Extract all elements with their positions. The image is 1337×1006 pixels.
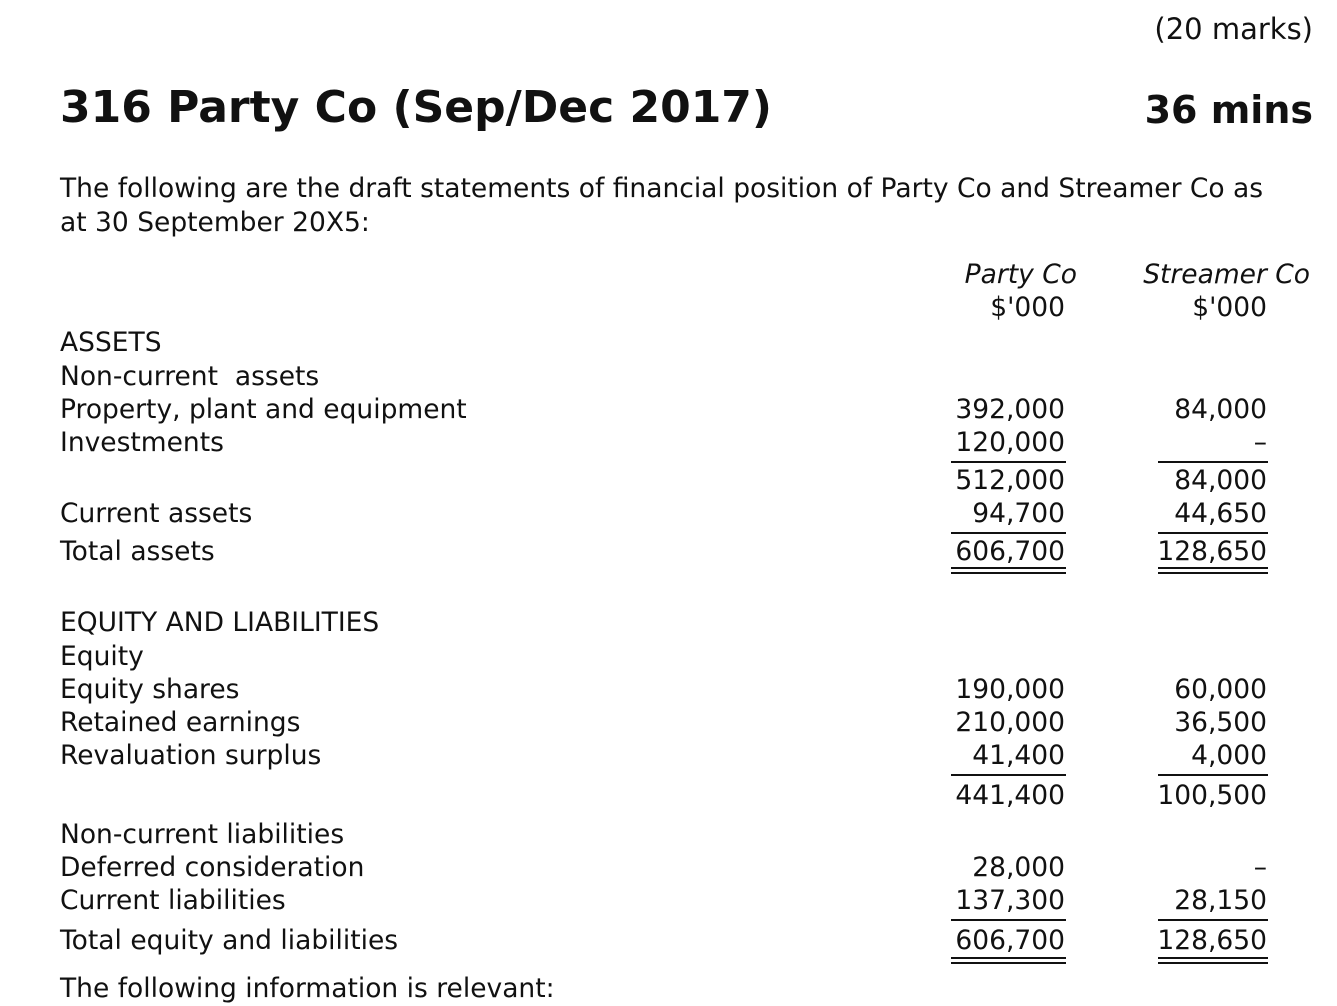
- party-value: 210,000: [955, 707, 1065, 738]
- total-double-rule: [951, 957, 1066, 964]
- table-row: [0, 535, 1337, 568]
- table-row: [0, 739, 1337, 772]
- streamer-value: –: [1253, 852, 1267, 883]
- table-row: [0, 851, 1337, 884]
- subtotal-rule: [1158, 919, 1268, 921]
- streamer-value: 28,150: [1174, 885, 1267, 916]
- column-unit-party: $'000: [990, 292, 1065, 323]
- row-label: Investments: [60, 427, 224, 458]
- party-value: 190,000: [955, 674, 1065, 705]
- row-label: Retained earnings: [60, 707, 301, 738]
- streamer-value: 4,000: [1191, 740, 1267, 771]
- subtotal-rule: [951, 532, 1066, 534]
- row-label: Total assets: [60, 536, 215, 567]
- row-label: Equity: [60, 641, 144, 672]
- party-value: 120,000: [955, 427, 1065, 458]
- table-row: [0, 464, 1337, 497]
- row-label: Total equity and liabilities: [60, 925, 399, 956]
- column-header-streamer: [1143, 258, 1310, 324]
- party-value: 41,400: [972, 740, 1065, 771]
- streamer-value: 100,500: [1157, 780, 1267, 811]
- row-label: ASSETS: [60, 327, 162, 358]
- row-label: EQUITY AND LIABILITIES: [60, 607, 380, 638]
- party-total: 606,700: [955, 536, 1065, 567]
- column-name-party: Party Co: [964, 259, 1077, 290]
- table-row: [0, 640, 1337, 673]
- table-row: [0, 426, 1337, 459]
- streamer-total: 128,650: [1157, 536, 1267, 567]
- streamer-value: 60,000: [1174, 674, 1267, 705]
- table-row: [0, 497, 1337, 530]
- row-label: Non-current liabilities: [60, 819, 345, 850]
- streamer-value: 84,000: [1174, 465, 1267, 496]
- intro-paragraph: The following are the draft statements of financial position of Party Co and Streamer Co as at 30 September 20X5:: [60, 173, 1264, 238]
- party-value: 392,000: [955, 394, 1065, 425]
- total-double-rule: [1158, 567, 1268, 574]
- table-row: [0, 924, 1337, 957]
- streamer-value: 44,650: [1174, 498, 1267, 529]
- row-label: Revaluation surplus: [60, 740, 322, 771]
- subtotal-rule: [1158, 532, 1268, 534]
- streamer-value: 84,000: [1174, 394, 1267, 425]
- table-row: [0, 606, 1337, 639]
- column-header-party: [965, 258, 1077, 324]
- row-label: Non-current assets: [60, 361, 320, 392]
- row-label: Deferred consideration: [60, 852, 365, 883]
- following-info-text: The following information is relevant:: [60, 973, 555, 1004]
- table-row: [0, 706, 1337, 739]
- subtotal-rule: [1158, 774, 1268, 776]
- table-row: [0, 326, 1337, 359]
- row-label: Current assets: [60, 498, 253, 529]
- row-label: Current liabilities: [60, 885, 286, 916]
- streamer-value: 36,500: [1174, 707, 1267, 738]
- row-label: Equity shares: [60, 674, 240, 705]
- table-row: [0, 884, 1337, 917]
- table-row: [0, 393, 1337, 426]
- streamer-total: 128,650: [1157, 925, 1267, 956]
- subtotal-rule: [951, 919, 1066, 921]
- total-double-rule: [1158, 957, 1268, 964]
- party-value: 137,300: [955, 885, 1065, 916]
- subtotal-rule: [1158, 461, 1268, 463]
- subtotal-rule: [951, 461, 1066, 463]
- total-double-rule: [951, 567, 1066, 574]
- question-title: 316 Party Co (Sep/Dec 2017): [60, 82, 773, 133]
- row-label: Property, plant and equipment: [60, 394, 467, 425]
- column-name-streamer: Streamer Co: [1143, 259, 1310, 290]
- time-allowance: 36 mins: [1144, 88, 1313, 132]
- table-row: [0, 673, 1337, 706]
- table-row: [0, 779, 1337, 812]
- table-row: [0, 818, 1337, 851]
- party-value: 441,400: [955, 780, 1065, 811]
- column-unit-streamer: $'000: [1192, 292, 1267, 323]
- streamer-value: –: [1253, 427, 1267, 458]
- table-row: [0, 360, 1337, 393]
- subtotal-rule: [951, 774, 1066, 776]
- party-value: 28,000: [972, 852, 1065, 883]
- party-value: 94,700: [972, 498, 1065, 529]
- party-value: 512,000: [955, 465, 1065, 496]
- party-total: 606,700: [955, 925, 1065, 956]
- marks-label: (20 marks): [1154, 12, 1313, 46]
